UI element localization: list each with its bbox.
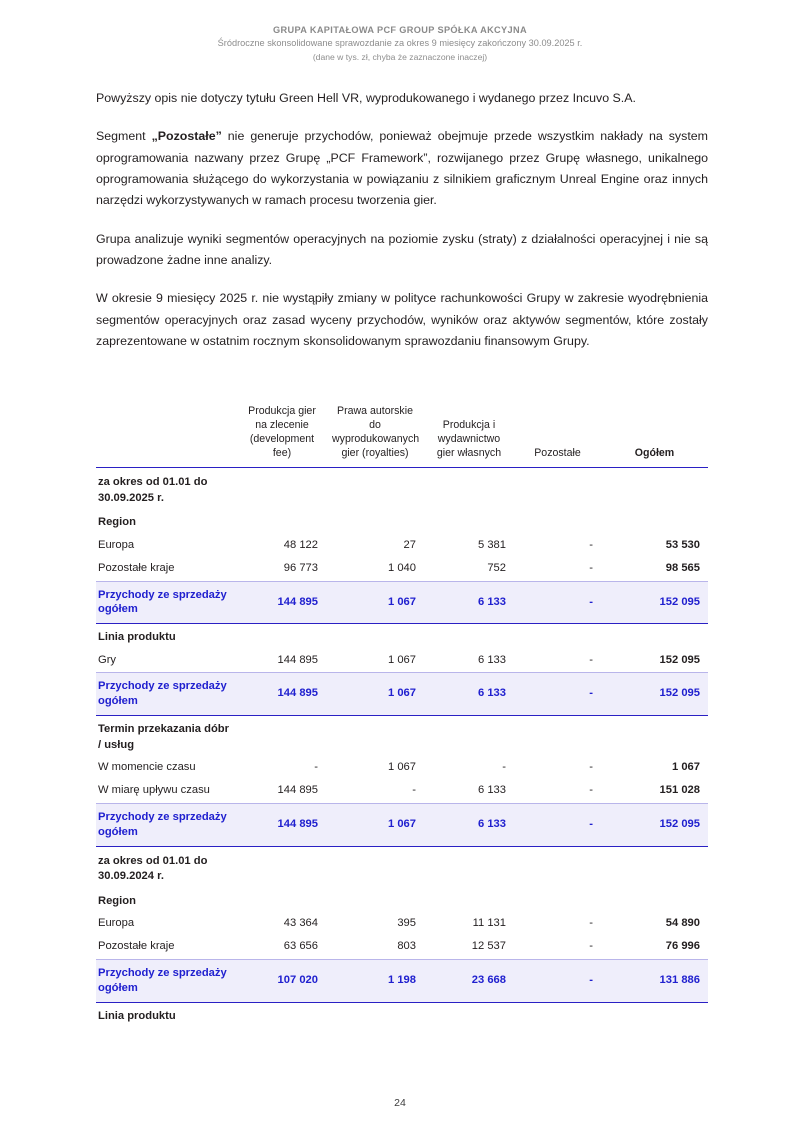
cell-total: 152 095	[601, 803, 708, 846]
table-row	[96, 959, 708, 1002]
cell-royalties: 1 198	[326, 959, 424, 1002]
cell-total	[601, 846, 708, 887]
table-row	[96, 534, 708, 557]
cell-royalties	[326, 624, 424, 649]
segment-table-container	[96, 404, 708, 1027]
row-label: Europa	[98, 917, 135, 929]
cell-total: 131 886	[601, 959, 708, 1002]
cell-total: 152 095	[601, 673, 708, 716]
cell-dev_fee	[238, 888, 326, 912]
units-note: (dane w tys. zł, chyba że zaznaczone inaczej)	[312, 52, 488, 63]
paragraph-2-emphasis: „Pozostałe”	[151, 129, 222, 144]
cell-total	[601, 716, 708, 756]
table-row	[96, 803, 708, 846]
row-label: Europa	[98, 538, 135, 551]
cell-own_games: 11 131	[472, 917, 506, 929]
row-label: Region	[98, 894, 136, 907]
cell-own_games: 6 133	[478, 653, 506, 666]
cell-own_games	[424, 624, 514, 649]
cell-other: -	[514, 959, 601, 1002]
row-label: Przychody ze sprzedaży ogółem	[96, 803, 238, 846]
cell-royalties: 1 067	[326, 803, 424, 846]
cell-royalties: 803	[397, 940, 416, 953]
row-label: za okres od 01.01 do 30.09.2024 r.	[98, 854, 208, 883]
cell-dev_fee: 107 020	[238, 959, 326, 1002]
cell-total	[601, 468, 708, 509]
paragraph-2	[96, 126, 708, 211]
row-label: W momencie czasu	[98, 760, 196, 773]
table-row	[96, 509, 708, 533]
paragraph-1: Powyższy opis nie dotyczy tytułu Green Hell VR, wyprodukowanego i wydanego przez Incuvo S.A.	[96, 91, 636, 105]
cell-royalties: 27	[403, 538, 416, 551]
cell-own_games	[424, 716, 514, 756]
cell-total	[601, 624, 708, 649]
cell-royalties	[326, 716, 424, 756]
table-row	[96, 673, 708, 716]
cell-dev_fee	[238, 468, 326, 509]
cell-total: 53 530	[665, 538, 700, 551]
running-header	[0, 0, 800, 64]
table-row	[96, 468, 708, 509]
cell-other: -	[589, 653, 593, 666]
cell-dev_fee	[238, 509, 326, 533]
row-label: Linia produktu	[98, 631, 176, 644]
cell-other	[514, 888, 601, 912]
row-label: Gry	[98, 653, 117, 666]
cell-other: -	[514, 581, 601, 624]
cell-other: -	[589, 538, 593, 551]
cell-dev_fee: 96 773	[283, 562, 318, 575]
cell-own_games: 5 381	[478, 538, 506, 551]
cell-dev_fee	[238, 1002, 326, 1027]
table-row	[96, 649, 708, 673]
cell-own_games	[424, 846, 514, 887]
cell-total	[601, 509, 708, 533]
row-label: Termin przekazania dóbr / usług	[98, 723, 229, 751]
table-row	[96, 581, 708, 624]
row-label: Pozostałe kraje	[98, 562, 175, 575]
cell-own_games	[424, 1002, 514, 1027]
cell-royalties	[326, 509, 424, 533]
cell-dev_fee: 144 895	[238, 673, 326, 716]
table-row	[96, 756, 708, 779]
cell-royalties	[326, 468, 424, 509]
paragraph-2-post: nie generuje przychodów, ponieważ obejmuje przede wszystkim nakłady na system oprogramowania nazwany przez Grupę „PCF Framework”, rozwijanego przez Grupę własnego, unikalnego oprogramowania służącego do wykorzystania w powiązaniu z silnikiem graficznym Unreal Engine oraz innych narzędzi wykorzystywanych w ramach procesu tworzenia gier.	[96, 129, 708, 208]
cell-dev_fee: 144 895	[277, 784, 318, 797]
paragraph-2-pre: Segment	[96, 129, 152, 144]
cell-other	[514, 846, 601, 887]
cell-total: 98 565	[665, 562, 700, 575]
cell-dev_fee: 144 895	[238, 581, 326, 624]
cell-royalties: 1 067	[326, 581, 424, 624]
cell-total: 151 028	[659, 784, 700, 797]
paragraph-4: W okresie 9 miesięcy 2025 r. nie wystąpiły zmiany w polityce rachunkowości Grupy w zakresie wyodrębnienia segmentów operacyjnych oraz zasad wyceny przychodów, wyników oraz aktywów segmentów, które zostały zaprezentowane w ostatnim rocznym skonsolidowanym sprawozdaniu finansowym Grupy.	[96, 291, 708, 348]
cell-dev_fee: 144 895	[238, 803, 326, 846]
cell-own_games: 6 133	[478, 784, 506, 797]
column-header-other: Pozostałe	[534, 447, 581, 460]
cell-dev_fee: -	[314, 760, 318, 773]
column-header-total: Ogółem	[634, 447, 675, 460]
cell-total: 1 067	[672, 760, 700, 773]
table-body	[96, 468, 708, 1027]
cell-other: -	[589, 562, 593, 575]
cell-own_games	[424, 888, 514, 912]
cell-other: -	[589, 940, 593, 953]
table-row	[96, 888, 708, 912]
cell-royalties	[326, 1002, 424, 1027]
column-header-royalties: Prawa autorskie do wyprodukowanych gier (royalties)	[332, 405, 420, 460]
table-row	[96, 912, 708, 935]
cell-other	[514, 1002, 601, 1027]
row-label: Pozostałe kraje	[98, 940, 175, 953]
cell-own_games: 6 133	[424, 803, 514, 846]
column-header-own-games: Produkcja i wydawnictwo gier własnych	[436, 419, 502, 460]
cell-other: -	[589, 917, 593, 929]
cell-dev_fee: 144 895	[277, 653, 318, 666]
cell-other	[514, 716, 601, 756]
table-header	[96, 404, 708, 468]
report-subtitle: Śródroczne skonsolidowane sprawozdanie za okres 9 miesięcy zakończony 30.09.2025 r.	[217, 38, 583, 49]
cell-dev_fee	[238, 846, 326, 887]
cell-own_games: -	[502, 760, 506, 773]
cell-royalties: 1 040	[388, 562, 416, 575]
cell-total: 54 890	[665, 917, 700, 929]
cell-royalties	[326, 846, 424, 887]
row-label: Region	[98, 516, 136, 529]
cell-dev_fee: 48 122	[283, 538, 318, 551]
cell-royalties: 1 067	[326, 673, 424, 716]
segment-revenue-table	[96, 404, 708, 1027]
cell-other: -	[514, 673, 601, 716]
cell-dev_fee	[238, 716, 326, 756]
paragraph-3: Grupa analizuje wyniki segmentów operacyjnych na poziomie zysku (straty) z działalności operacyjnej i nie są prowadzone żadne inne analizy.	[96, 231, 708, 267]
cell-royalties: -	[412, 784, 416, 797]
cell-other: -	[589, 760, 593, 773]
row-label: Przychody ze sprzedaży ogółem	[96, 673, 238, 716]
cell-royalties: 1 067	[388, 760, 416, 773]
table-row	[96, 1002, 708, 1027]
cell-other	[514, 509, 601, 533]
table-row	[96, 935, 708, 959]
row-label: Linia produktu	[98, 1009, 176, 1022]
table-row	[96, 846, 708, 887]
cell-total: 152 095	[659, 653, 700, 666]
cell-other: -	[589, 784, 593, 797]
column-header-label	[96, 404, 238, 468]
cell-total: 152 095	[601, 581, 708, 624]
cell-other: -	[514, 803, 601, 846]
cell-dev_fee: 43 364	[283, 917, 318, 929]
cell-royalties: 1 067	[388, 653, 416, 666]
table-row	[96, 624, 708, 649]
company-name: GRUPA KAPITAŁOWA PCF GROUP SPÓŁKA AKCYJNA	[273, 25, 527, 35]
cell-own_games: 12 537	[471, 940, 506, 953]
page-number: 24	[394, 1097, 406, 1109]
table-row	[96, 716, 708, 756]
cell-royalties	[326, 888, 424, 912]
body-content	[96, 88, 708, 352]
cell-royalties: 395	[397, 917, 416, 929]
row-label: za okres od 01.01 do 30.09.2025 r.	[96, 468, 238, 509]
cell-own_games: 23 668	[424, 959, 514, 1002]
cell-own_games: 752	[487, 562, 506, 575]
cell-own_games: 6 133	[424, 673, 514, 716]
row-label: Przychody ze sprzedaży ogółem	[96, 581, 238, 624]
column-header-development-fee: Produkcja gier na zlecenie (development fee)	[248, 405, 316, 460]
cell-total	[601, 1002, 708, 1027]
cell-own_games: 6 133	[424, 581, 514, 624]
cell-own_games	[424, 509, 514, 533]
cell-other	[514, 468, 601, 509]
cell-total: 76 996	[665, 940, 700, 953]
table-row	[96, 779, 708, 803]
cell-dev_fee: 63 656	[283, 940, 318, 953]
table-header-row	[96, 404, 708, 468]
row-label: Przychody ze sprzedaży ogółem	[96, 959, 238, 1002]
table-row	[96, 557, 708, 581]
cell-own_games	[424, 468, 514, 509]
cell-total	[601, 888, 708, 912]
cell-dev_fee	[238, 624, 326, 649]
cell-other	[514, 624, 601, 649]
row-label: W miarę upływu czasu	[98, 784, 210, 797]
